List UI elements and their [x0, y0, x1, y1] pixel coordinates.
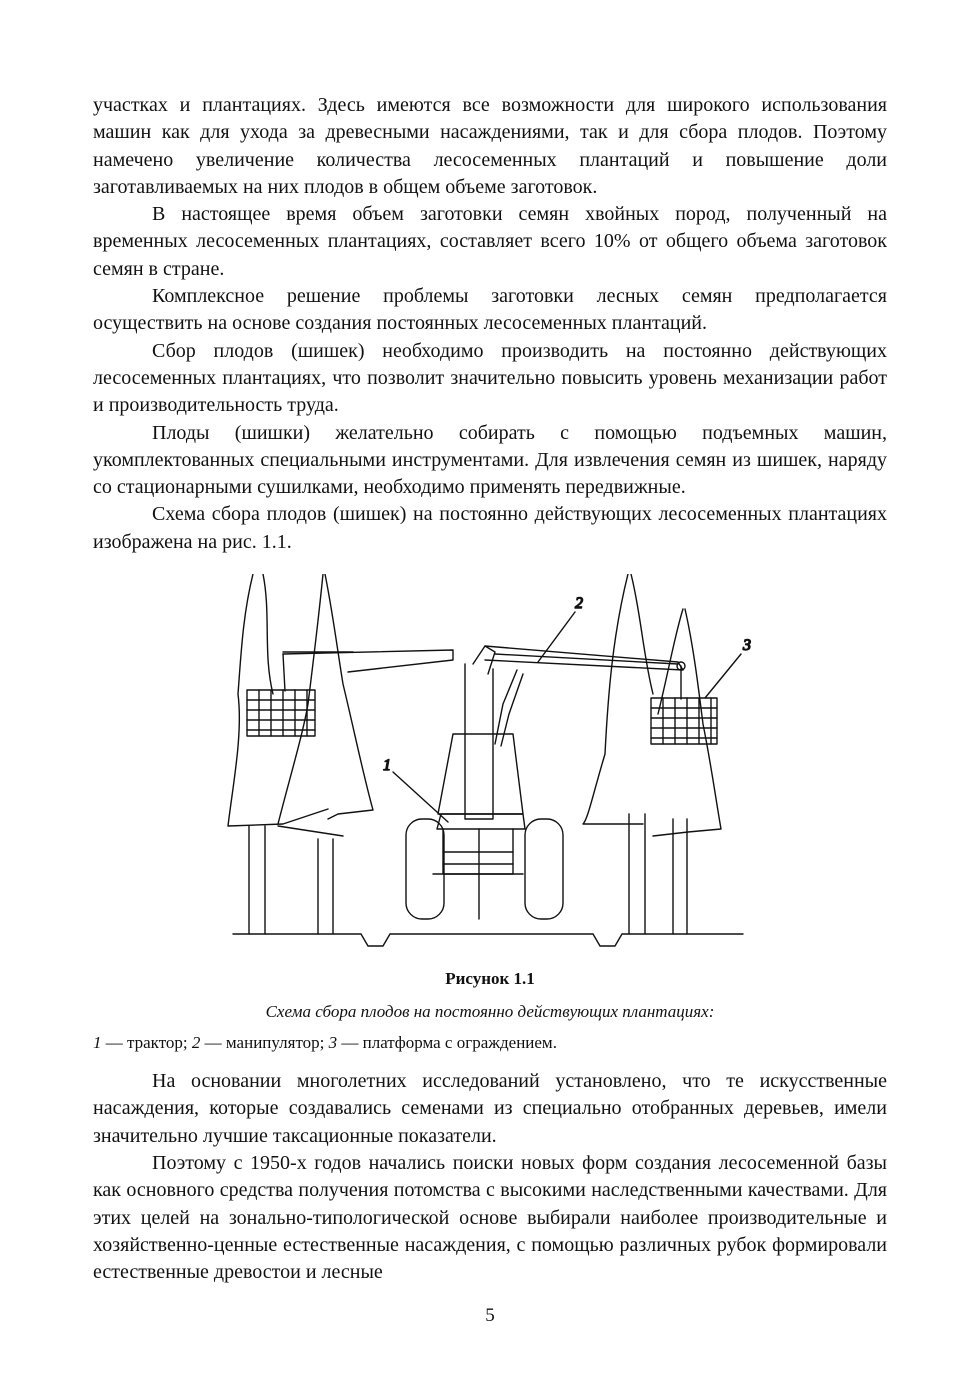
paragraph: Поэтому с 1950-х годов начались поиски новых форм создания лесосеменной базы как основного средства получения потомства с высокими наследственными качествами. Для этих целей на зонально-типологической основе выбирали наиболее производительные и хозяйственно-ценные естественные насаждения, с помощью различных рубок формировали естественные древостои и лесные — [93, 1151, 887, 1284]
page-body — [93, 92, 887, 1286]
legend-text: — манипулятор; — [200, 1033, 329, 1053]
paragraph: Сбор плодов (шишек) необходимо производить на постоянно действующих лесосеменных плантациях, что позволит значительно повысить уровень механизации работ и производительность труда. — [93, 339, 887, 417]
cone-harvest-diagram — [93, 574, 887, 954]
legend-text: — платформа с ограждением. — [337, 1033, 557, 1053]
paragraph: В настоящее время объем заготовки семян хвойных пород, полученный на временных лесосеменных плантациях, составляет всего 10% от общего объема заготовок семян в стране. — [93, 203, 887, 280]
legend-number: 3 — [328, 1033, 338, 1053]
legend-text: — трактор; — [101, 1033, 192, 1053]
paragraph: Комплексное решение проблемы заготовки лесных семян предполагается осуществить на основе создания постоянных лесосеменных плантаций. — [93, 285, 887, 335]
label-1: 1 — [383, 757, 391, 775]
legend-number: 2 — [191, 1033, 201, 1053]
tractor-manipulator — [406, 646, 685, 919]
leader-line-3 — [705, 654, 741, 698]
paragraph: участках и плантациях. Здесь имеются все возможности для широкого использования машин как для ухода за древесными насаждениями, так и для сбора плодов. Поэтому намечено увеличение количества лесосеменных плантаций и повышение доли заготавливаемых на них плодов в общем объеме заготовок. — [93, 94, 887, 198]
label-3: 3 — [743, 637, 751, 655]
ground-line — [233, 934, 743, 946]
leader-line-1 — [393, 772, 448, 822]
page-number: 5 — [485, 1305, 495, 1326]
left-platform — [247, 650, 453, 736]
paragraph: На основании многолетних исследований установлено, что те искусственные насаждения, которые создавались семенами из специально отобранных деревьев, имели значительно лучшие таксационные показатели. — [93, 1070, 887, 1147]
right-trees — [583, 574, 721, 934]
leader-line-2 — [538, 612, 575, 662]
figure-caption: Рисунок 1.1 — [445, 969, 535, 989]
figure-subcaption: Схема сбора плодов на постоянно действующих плантациях: — [265, 1002, 715, 1022]
paragraph: Схема сбора плодов (шишек) на постоянно действующих лесосеменных плантациях изображена на рис. 1.1. — [93, 503, 887, 553]
left-trees — [228, 574, 373, 934]
figure-1-1 — [93, 574, 887, 954]
label-2: 2 — [575, 595, 583, 613]
legend-number: 1 — [93, 1033, 102, 1053]
figure-legend — [93, 1032, 887, 1054]
paragraph: Плоды (шишки) желательно собирать с помощью подъемных машин, укомплектованных специальными инструментами. Для извлечения семян из шишек, наряду со стационарными сушилками, необходимо применять передвижные. — [93, 421, 887, 499]
